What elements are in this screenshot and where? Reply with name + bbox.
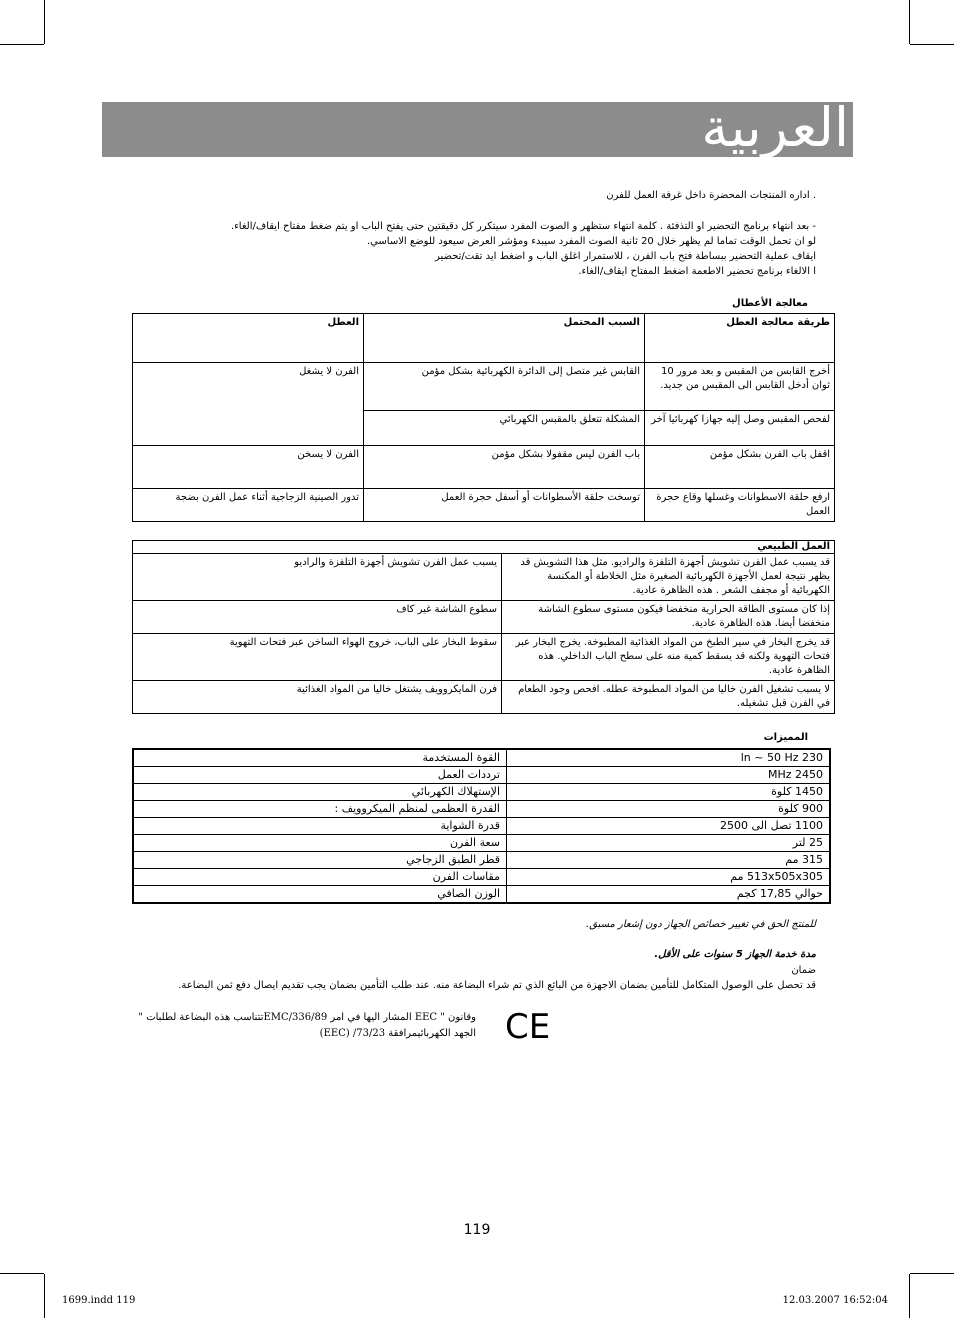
table-row	[133, 869, 830, 886]
table-row	[133, 818, 830, 835]
table-row	[133, 634, 835, 681]
column-header: السبب المحتمل	[364, 314, 645, 363]
cause-cell: توسخت حلقة الأسطوانات أو أسفل حجرة العمل	[364, 489, 645, 522]
spec-label: الإستهلاك الكهربائي	[133, 784, 507, 801]
spec-label: الوزن الصافي	[133, 886, 507, 904]
spec-label: قطر الطبق الزجاجي	[133, 852, 507, 869]
fault-cell: الفرن لا يشغل	[133, 363, 364, 446]
ce-mark-text: CE	[505, 1008, 551, 1042]
footer-file-info: 1699.indd 119	[62, 1295, 136, 1306]
column-header: طريقة معالجة العطل	[645, 314, 835, 363]
spec-label: ترددات العمل	[133, 767, 507, 784]
table-row	[133, 852, 830, 869]
table-row	[133, 749, 830, 767]
page-title: العربية	[701, 96, 849, 159]
normal-operation-header: العمل الطبيعي	[133, 541, 835, 554]
table-row	[133, 681, 835, 714]
specs-heading: المميزات	[763, 732, 808, 743]
warranty-text: قد تحصل على الوصول المتكامل للتأمين بضمان الاجهزة من البائع الذي تم شراء البضاعة منه. عند طلب التأمين بضمان يجب تقديم ايصال دفع ثمن البضاعة.	[178, 980, 816, 991]
note-line: ا الالغاء برنامج تحضير الاطعمة اضغط المفتاح ايقاف/الغاء.	[578, 266, 816, 277]
spec-value: 900 كلوة	[507, 801, 831, 818]
crop-mark	[909, 0, 910, 44]
crop-mark	[44, 1274, 45, 1318]
normal-operation-table	[132, 540, 835, 714]
cause-cell: المشكلة تتعلق بالمقبس الكهربائي	[364, 410, 645, 445]
spec-label: القدرة العظمى لمنظم الميكروويف :	[133, 801, 507, 818]
fix-cell: لفحص المقبس وصل إليه جهازا كهربائيا آخر	[645, 410, 835, 445]
table-row	[133, 784, 830, 801]
spec-value: حوالي 17,85 كجم	[507, 886, 831, 904]
spec-value: 513x505x305 مم	[507, 869, 831, 886]
crop-mark	[44, 0, 45, 44]
table-row	[133, 554, 835, 601]
spec-value: 25 لتر	[507, 835, 831, 852]
cause-cell: القابس غير متصل إلى الدائرة الكهربائية بشكل مؤمن	[364, 363, 645, 411]
explanation-cell: قد يخرج البخار في سير الطبخ من المواد الغذائية المطبوخة. يخرج البخار عبر فتحات التهوية ولكنه قد يسقط كمية منه على سطح الباب الداخلي. هذه الظاهرة عادية.	[502, 634, 835, 681]
warranty-heading: مدة خدمة الجهاز 5 سنوات على الأقل.	[654, 949, 816, 960]
eec-block	[138, 1010, 476, 1042]
ce-mark-icon	[505, 1008, 551, 1042]
spec-value: 1450 كلوة	[507, 784, 831, 801]
troubleshooting-table	[132, 313, 835, 522]
crop-mark	[0, 44, 44, 45]
page-number: 119	[463, 1222, 491, 1238]
symptom-cell: سطوع الشاشة غير كاف	[133, 601, 502, 634]
footer-timestamp: 12.03.2007 16:52:04	[782, 1295, 888, 1306]
table-row	[133, 835, 830, 852]
spec-label: سعة الفرن	[133, 835, 507, 852]
intro-text: . اداره المنتجات المحضرة داخل غرفة العمل للفرن	[606, 190, 816, 201]
symptom-cell: يسبب عمل الفرن تشويش أجهزة التلفزة والراديو	[133, 554, 502, 601]
note-line: - بعد انتهاء برنامج التحضير او التذفئة . كلمة انتهاء ستظهر و الصوت المفرد سيتكرر كل دقيقتين حتى يفتح الباب او يتم ضغط مفتاح ايقاف/الغاء.	[230, 221, 816, 232]
spec-label: قدرة الشواية	[133, 818, 507, 835]
note-line: ايقاف عملية التحضير ببساطة فتح باب الفرن ، للاستمرار اغلق الباب و اضغط ايد تقت/تحضير	[434, 251, 816, 262]
spec-label: مقاسات الفرن	[133, 869, 507, 886]
cause-cell: باب الفرن ليس مقفولا بشكل مؤمن	[364, 446, 645, 489]
specs-table	[132, 748, 831, 904]
warranty-label: ضمان	[791, 965, 816, 976]
fix-cell: أخرج القابس من المقبس و بعد مرور 10 ثوان أدخل القابس الى المقبس من جديد.	[645, 363, 835, 411]
crop-mark	[910, 44, 954, 45]
table-row	[133, 489, 835, 522]
table-row	[133, 446, 835, 489]
table-row	[133, 886, 830, 904]
troubleshooting-heading: معالجة الأعطال	[732, 298, 808, 309]
table-row	[133, 363, 835, 411]
symptom-cell: فرن المايكروويف يشتغل خاليا من المواد الغذائية	[133, 681, 502, 714]
fault-cell: الفرن لا يسخن	[133, 446, 364, 489]
fault-cell: تدور الصينية الزجاجية أثناء عمل الفرن بضجة	[133, 489, 364, 522]
column-header: العطل	[133, 314, 364, 363]
fix-cell: اقفل باب الفرن بشكل مؤمن	[645, 446, 835, 489]
crop-mark	[909, 1274, 910, 1318]
manufacturer-note: للمنتج الحق في تغيير خصائص الجهاز دون إشعار مسبق.	[586, 919, 816, 930]
crop-mark	[910, 1273, 954, 1274]
spec-value: 2450 MHz	[507, 767, 831, 784]
crop-mark	[0, 1273, 44, 1274]
explanation-cell: لا يسبب تشغيل الفرن خاليا من المواد المطبوخة عطله. افحص وجود الطعام في الفرن قبل تشغيله.	[502, 681, 835, 714]
spec-value: 1100 تصل الى 2500	[507, 818, 831, 835]
table-row	[133, 801, 830, 818]
spec-value: 230 ln ~ 50 Hz	[507, 749, 831, 767]
eec-line: الجهد الكهربائيمرافقة 73/23/ (EEC)	[319, 1028, 476, 1039]
note-line: لو ان تحمل الوقت تماما لم يظهر خلال 20 ثانية الصوت المفرد سيبدء ومؤشر العرض سيعود للوضع الاساسي.	[366, 236, 816, 247]
table-row	[133, 767, 830, 784]
explanation-cell: قد يسبب عمل الفرن تشويش أجهزة التلفزة والراديو. مثل هذا التشويش قد يظهر نتيجة لعمل الأجهزة الكهربائية الصغيرة مثل الخلاطة أو المكنسة الكهربائية أو مجفف الشعر . هذه الظاهرة عادية.	[502, 554, 835, 601]
table-header-row	[133, 314, 835, 363]
table-row	[133, 601, 835, 634]
fix-cell: ارفع حلقة الاسطوانات وغسلها وقاع حجرة العمل	[645, 489, 835, 522]
explanation-cell: إذا كان مستوى الطاقة الحرارية منخفضا فيكون مستوى سطوع الشاشة منخفضا أيضا. هذه الظاهرة عادية.	[502, 601, 835, 634]
table-header-row	[133, 541, 835, 554]
spec-value: 315 مم	[507, 852, 831, 869]
notes-block	[136, 219, 816, 279]
eec-line: وقانون " EEC المشار اليها في امر EMC/336/89تتناسب هذه البضاعة لطلبات "	[138, 1012, 476, 1023]
symptom-cell: سقوط البخار على الباب، خروج الهواء الساخن عبر فتحات التهوية	[133, 634, 502, 681]
title-banner	[102, 96, 853, 159]
spec-label: القوة المستخدمة	[133, 749, 507, 767]
